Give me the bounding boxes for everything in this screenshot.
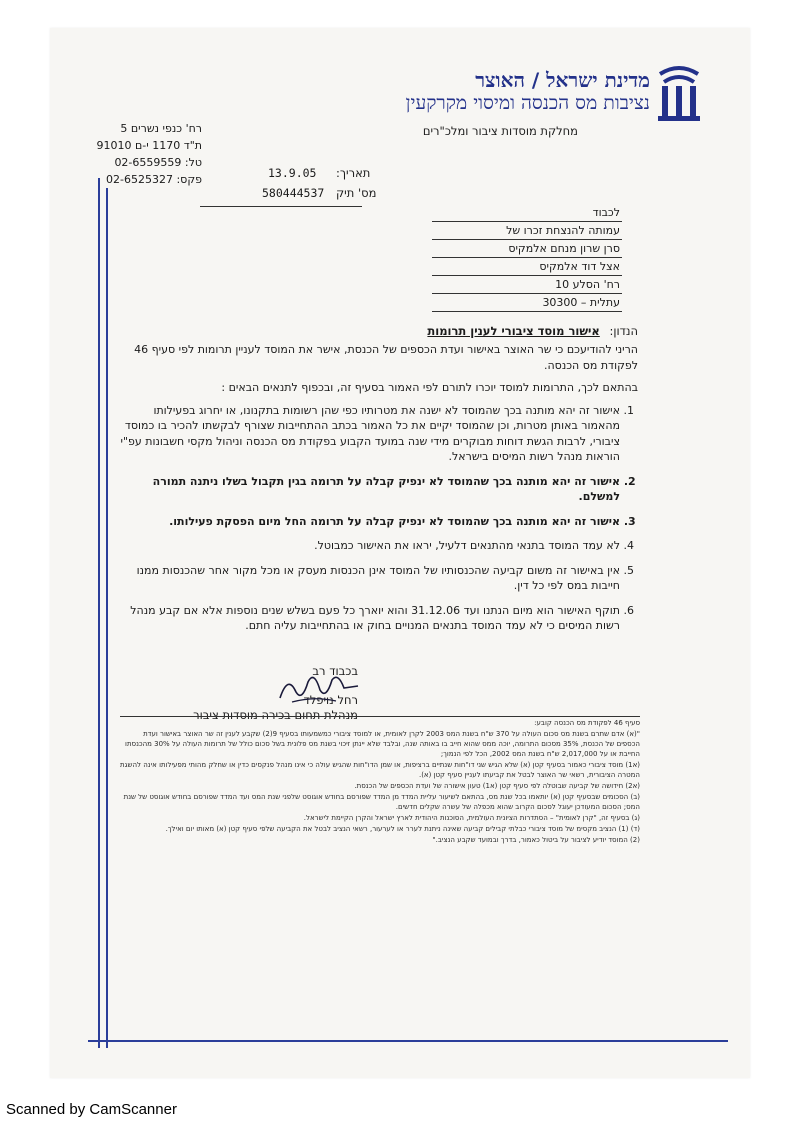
conditions-list — [118, 403, 638, 634]
recipient-block — [432, 204, 622, 312]
closing: בכבוד רב — [312, 664, 358, 678]
body-conditions-intro: בהתאם לכך, התרומות למוסד יוכרו לתורם לפי האמור בסעיף זה, ובכפוף לתנאים הבאים : — [221, 381, 638, 394]
recipient-line: עמותה להנצחת זכרו של — [432, 222, 622, 240]
address-street: רח' כנפי נשרים 5 — [120, 122, 202, 135]
file-underline — [200, 206, 362, 207]
address-pobox: ת"ד 1170 י-ם 91010 — [96, 139, 202, 152]
footnote: (א1) מוסד ציבורי כאמור בסעיף קטן (א) שלא הגיש שני דו"חות שנתיים ברציפות, או שמן הדו"חות שהגיש עולה כי אינו מנהל פנקסים כדין או שחלק מהותי מפעילותו אינה להשגת המטרה הציבורית, רשאי שר האוצר לבטל את קביעתו לעניין סעיף קטן (א). — [120, 761, 640, 779]
footnote: (ד) (1) הנציב מקסימ של מוסד ציבורי כבלתי קבילים קביעה שאינה ניתנת לערר או לערעור, רשאי הנציב לבטל את הקביעה שלפי סעיף קטן (א) מאותו יום ואילך. — [165, 825, 640, 833]
address-phone: טל: 02-6559559 — [114, 156, 202, 169]
scanner-watermark: Scanned by CamScanner — [6, 1101, 177, 1118]
footnote: (ב) הסכומים שבסעיף קטן (א) יותאמו בכל שנת מס, בהתאם לשיעור עליית המדד מן המדד שפורסם בחודש אוגוסט שלפני שנת המס ועד המדד שפורסם בחודש אוגוסט של שנת המס; הסכום המעודכן יעוגל לסכום הקרוב שהוא מכפלה של עשרה שקלים חדשים. — [123, 793, 640, 811]
footnote: סעיף 46 לפקודת מס הכנסה קובע: — [534, 719, 640, 727]
footnotes — [120, 718, 640, 846]
footnote: (ג) בסעיף זה, "קרן לאומית" – הסתדרות הציונית העולמית, הסוכנות היהודית לארץ ישראל והקרן הקיימת לישראל. — [303, 814, 640, 822]
margin-line-bottom — [88, 1040, 728, 1042]
file-number-value: 580444537 — [262, 186, 325, 200]
date-value: 13.9.05 — [268, 166, 317, 180]
letterhead-department: מחלקת מוסדות ציבור ומלכ"רים — [422, 124, 578, 138]
condition-item: 4. לא עמד המוסד בתנאי מהתנאים דלעיל, יראו את האישור כמבוטל. — [118, 538, 620, 554]
margin-line-left-1 — [98, 178, 100, 1048]
government-logo-icon — [656, 64, 702, 124]
letterhead-org: מדינת ישראל / האוצר — [475, 68, 650, 92]
recipient-line: עתלית – 30300 — [432, 294, 622, 312]
letterhead-authority: נציבות מס הכנסה ומיסוי מקרקעין — [405, 92, 650, 114]
footnote: (א2) חידושה של קביעה שבוטלה לפי סעיף קטן (א1) טעון אישורה של ועדת הכספים של הכנסת. — [354, 782, 640, 790]
letter-page — [50, 28, 750, 1078]
subject-text: אישור מוסד ציבורי לענין תרומות — [427, 324, 600, 338]
address-fax: פקס: 02-6525327 — [106, 173, 202, 186]
file-number-label: מס' תיק — [336, 186, 377, 200]
office-address — [96, 120, 202, 188]
subject-label: הנדון: — [609, 324, 638, 338]
recipient-line: אצל דוד אלמקיס — [432, 258, 622, 276]
recipient-line: רח' הסלע 10 — [432, 276, 622, 294]
recipient-line: סרן שרון מנחם אלמקיס — [432, 240, 622, 258]
condition-item: 2. אישור זה יהא מותנה בכך שהמוסד לא ינפיק קבלה על תרומה בגין תקבול בשלו ניתנה תמורה למשלם. — [118, 474, 620, 505]
condition-item: 6. תוקף האישור הוא מיום הנתנו ועד 31.12.06 והוא יוארך כל פעם בשלש שנים נוספות אלא אם קבע מנהל רשות המיסים כי לא עמד המוסד בתנאים המנויים בחוק או בהתחייבות עליה חתם. — [118, 603, 620, 634]
condition-item: 3. אישור זה יהא מותנה בכך שהמוסד לא ינפיק קבלה על תרומה החל מיום הפסקת פעילותו. — [118, 514, 620, 530]
margin-line-left-2 — [106, 188, 108, 1048]
body-intro: הריני להודיעכם כי שר האוצר באישור ועדת הכספים של הכנסת, אישר את המוסד לעניין תרומות לפי סעיף 46 לפקודת מס הכנסה. — [134, 343, 638, 372]
footnote: (2) המוסד יודיע לציבור על ביטול כאמור, בדרך ובמועד שקבע הנציב." — [432, 836, 640, 844]
recipient-line: לכבוד — [432, 204, 622, 222]
signer-name: רחל נויפלד — [303, 693, 358, 707]
condition-item: 1. אישור זה יהא מותנה בכך שהמוסד לא ישנה את מטרותיו כפי שהן רשומות בתקנונו, או יחרוג בפעילותו מהאמור באותן מטרות, וכן שהמוסד יקיים את כל האמור בכתב ההתחייבות שצורף לבקשתו להכיר בו כמוסד ציבורי, לרבות הגשת דוחות מבוקרים מידי שנה במועד הקבוע בפקודת מס הכנסה וניהול מקסי חשבונות עפ"י הוראות מנהל רשות המיסים בישראל. — [118, 403, 620, 465]
footnote-separator — [120, 716, 640, 717]
letter-body — [118, 342, 638, 643]
date-label: תאריך: — [336, 166, 371, 180]
signer-title: מנהלת תחום בכירה מוסדות ציבור — [193, 708, 358, 722]
footnote: "(א) אדם שתרם בשנת מס סכום העולה על 370 ש"ח בשנת המס 2003 לקרן לאומית, או למוסד ציבורי כמשמעותו בסעיף 9(2) שקבע לענין זה שר האוצר באישור ועדת הכספים של הכנסת, 35% מסכום התרומה, יוכה ממס שהוא חייב בו באותה שנה, ובלבד שלא יינתן זיכוי בשנת מס פלונית בשל סכום כולל של תרומות העולה על 30% מהכנסתו החייבת או על 2,017,000 ש"ח בשנת המס 2002, הכל לפי הנמוך; — [125, 730, 640, 758]
subject-line — [427, 324, 638, 338]
handwritten-signature-icon — [274, 668, 364, 706]
condition-item: 5. אין באישור זה משום קביעה שהכנסותיו של המוסד אינן הכנסות מעסק או מכל מקור אחר שהכנסות ממנו חייבות במס לפי כל דין. — [118, 563, 620, 594]
